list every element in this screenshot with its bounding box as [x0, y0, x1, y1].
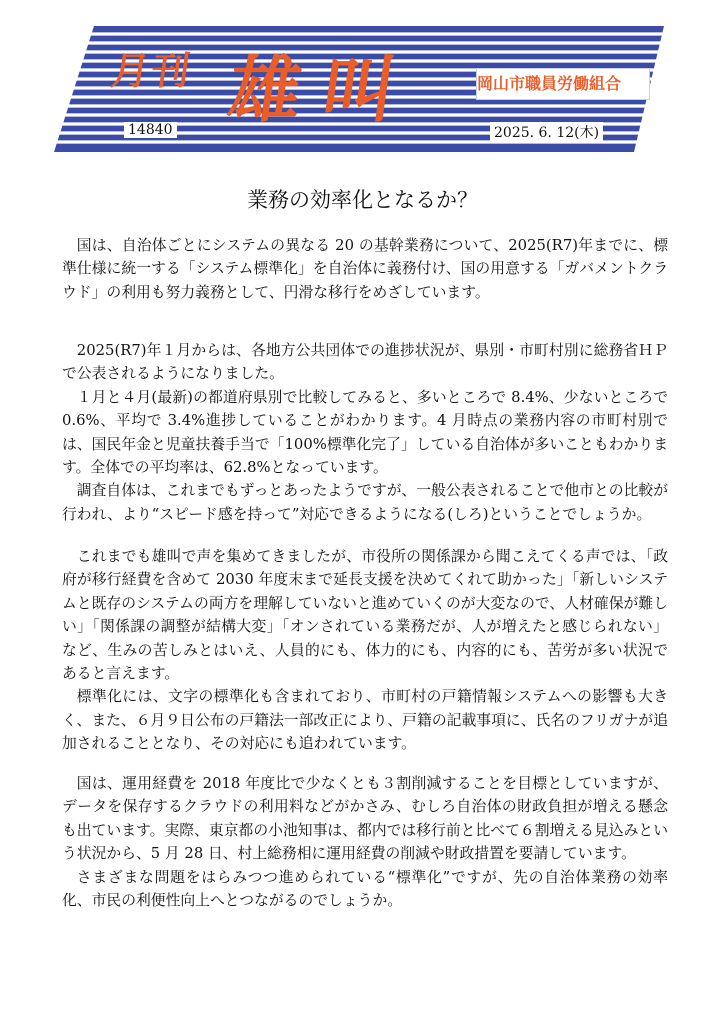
issue-date: 2025. 6. 12(木) [490, 122, 603, 142]
paragraph: 標準化には、文字の標準化も含まれており、市町村の戸籍情報システムへの影響も大きく、また、６月９日公布の戸籍法一部改正により、戸籍の記載事項に、氏名のフリガナが追加されることとなり、その対応にも追われています。 [62, 688, 668, 753]
paragraph-block-1 [62, 234, 668, 304]
masthead [54, 26, 664, 152]
paragraph: 調査自体は、これまでもずっとあったようですが、一般公表されることで他市との比較が行われ、より“スピード感を持って”対応できるようになる(しろ)ということでしょうか。 [62, 482, 668, 523]
paragraph-block-4 [62, 772, 668, 912]
paragraph-block-2 [62, 339, 668, 526]
masthead-logo: 雄叫 [223, 48, 424, 132]
paragraph: これまでも雄叫で声を集めてきましたが、市役所の関係課から聞こえてくる声では、「政府が移行経費を含めて 2030 年度末まで延長支援を決めてくれて助かった」「新しいシステムと既存のシステムの両方を理解していないと進めていくのが大変なので、人材確保が難しい」「関係課の調整が結構大変」「オンされている業務だが、人が増えたと感じられない」など、生みの苦しみとはいえ、人員的にも、体力的にも、内容的にも、苦労が多い状況であると言えます。 [62, 548, 668, 683]
paragraph: １月と４月(最新)の都道府県別で比較してみると、多いところで 8.4%、少ないところで 0.6%、平均で 3.4%進捗していることがわかります。4 月時点の業務内容の市町村別では、国民年金と児童扶養手当で「100%標準化完了」している自治体が多いこともわかります。全体での平均率は、62.8%となっています。 [62, 388, 668, 477]
paragraph: 2025(R7)年１月からは、各地方公共団体での進捗状況が、県別・市町村別に総務省ＨＰで公表されるようになりました。 [62, 342, 668, 383]
article-title: 業務の効率化となるか？ [247, 188, 478, 212]
masthead-subtitle: 月刊 [108, 49, 195, 93]
organization-name: 岡山市職員労働組合 [477, 74, 622, 93]
paragraph: さまざまな問題をはらみつつ進められている“標準化”ですが、先の自治体業務の効率化、市民の利便性向上へとつながるのでしょうか。 [62, 868, 668, 910]
organization-box [476, 68, 650, 100]
paragraph-block-3 [62, 545, 668, 756]
paragraph: 国は、運用経費を 2018 年度比で少なくとも３割削減することを目標としていますが、データを保存するクラウドの利用料などがかさみ、むしろ自治体の財政負担が増える懸念も出ています。実際、東京都の小池知事は、都内では移行前と比べて６割増える見込みという状況から、5 月 28 日、村上総務相に運用経費の削減や財政措置を要請しています。 [62, 775, 668, 863]
paragraph: 国は、自治体ごとにシステムの異なる 20 の基幹業務について、2025(R7)年までに、標準仕様に統一する「システム標準化」を自治体に義務付け、国の用意する「ガバメントクラウド」の利用も努力義務として、円滑な移行をめざしています。 [62, 237, 668, 301]
issue-number: 14840 [124, 122, 177, 138]
